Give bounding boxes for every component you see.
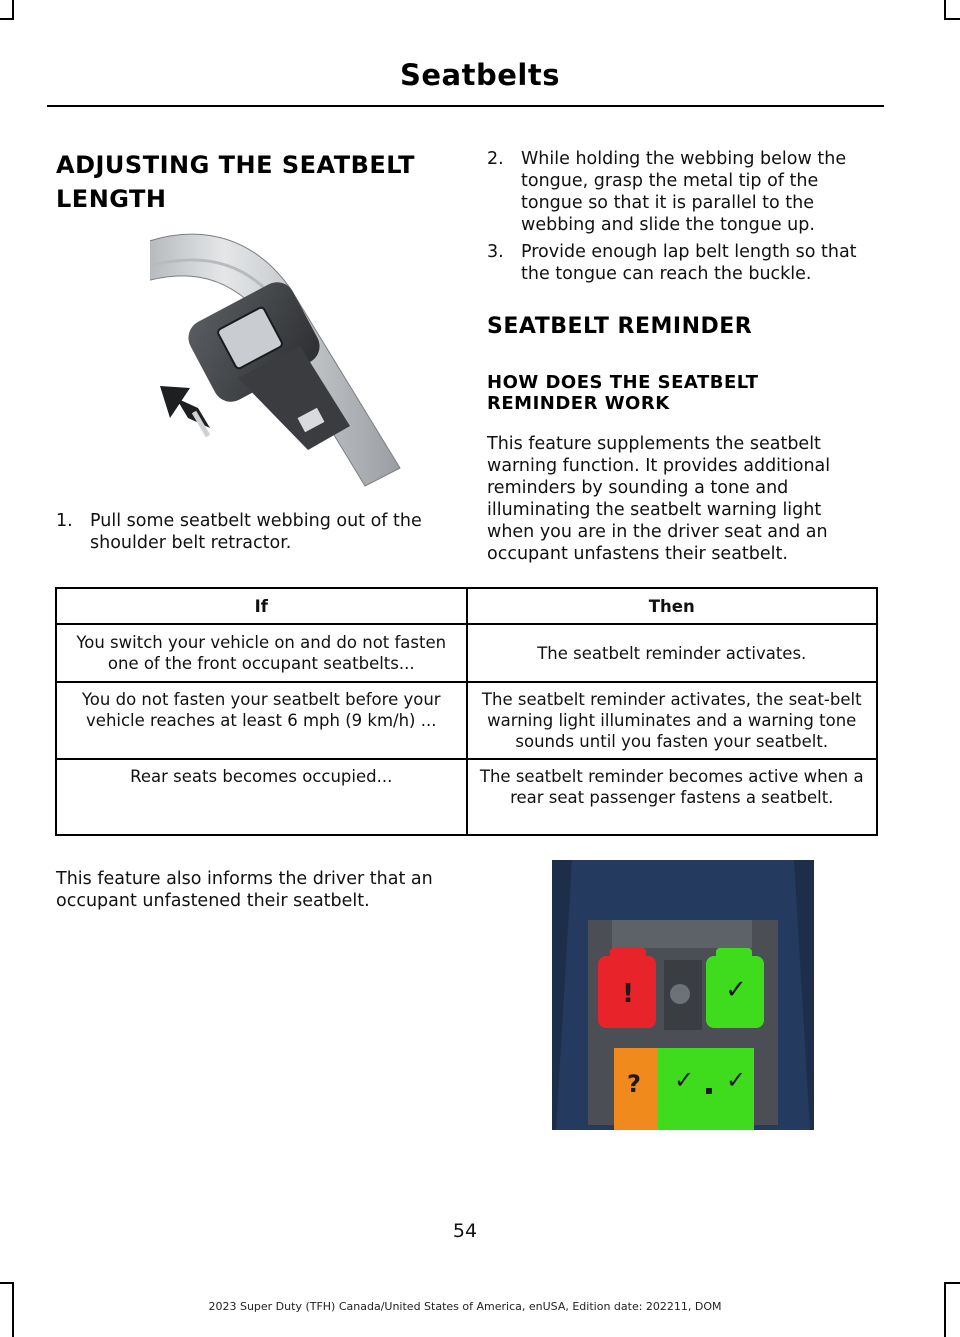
step-2 (487, 148, 882, 238)
crop-mark (944, 0, 946, 20)
status-symbol-unknown: ? (627, 1070, 641, 1098)
crop-mark (12, 0, 14, 20)
seatbelt-tongue-illustration (150, 228, 410, 498)
crop-mark (0, 18, 14, 20)
step-3 (487, 241, 882, 287)
status-symbol-fastened: ✓ (673, 1066, 695, 1094)
crop-mark (0, 1282, 14, 1284)
status-symbol-fastened: ✓ (725, 1066, 747, 1094)
table-cell: The seatbelt reminder activates. (467, 624, 878, 682)
section-heading-adjusting (56, 148, 415, 216)
step-text: Pull some seatbelt webbing out of the shoulder belt retractor. (90, 511, 422, 553)
column-header: If (56, 588, 467, 624)
section-heading-reminder: SEATBELT REMINDER (487, 314, 753, 339)
heading-line-2: LENGTH (56, 185, 167, 213)
step-number: 1. (56, 511, 73, 531)
column-header: Then (467, 588, 878, 624)
header-divider (47, 105, 884, 107)
table-row (56, 759, 877, 835)
subheading-how-it-works: HOW DOES THE SEATBELT REMINDER WORK (487, 372, 759, 414)
occupant-status-illustration (552, 860, 814, 1130)
crop-mark (944, 1282, 946, 1337)
table-row (56, 624, 877, 682)
status-symbol-fastened: ✓ (725, 975, 747, 1005)
table-cell: The seatbelt reminder activates, the seat-belt warning light illuminates and a warning tone sounds until you fasten your seatbelt. (467, 682, 878, 759)
reminder-outro: This feature also informs the driver that an occupant unfastened their seatbelt. (56, 869, 433, 911)
reminder-table (55, 587, 878, 836)
step-number: 3. (487, 242, 504, 262)
heading-line-1: ADJUSTING THE SEATBELT (56, 151, 415, 179)
crop-mark (944, 1282, 960, 1284)
step-number: 2. (487, 149, 504, 169)
table-cell: You do not fasten your seatbelt before your vehicle reaches at least 6 mph (9 km/h) ... (56, 682, 467, 759)
reminder-intro: This feature supplements the seatbelt warning function. It provides additional reminders by sounding a tone and illuminating the seatbelt warning light when you are in the driver seat and an occupant unfastens their seatbelt. (487, 434, 831, 564)
table-cell: You switch your vehicle on and do not fasten one of the front occupant seatbelts... (56, 624, 467, 682)
table-row (56, 682, 877, 759)
page-title: Seatbelts (400, 58, 560, 92)
page-number: 54 (452, 1220, 478, 1242)
step-1 (56, 510, 451, 558)
edition-info: 2023 Super Duty (TFH) Canada/United States of America, enUSA, Edition date: 202211, DOM (208, 1300, 722, 1313)
status-symbol-unfastened: ! (622, 979, 634, 1009)
step-text: Provide enough lap belt length so that the tongue can reach the buckle. (521, 242, 857, 284)
table-header-row (56, 588, 877, 624)
crop-mark (944, 18, 960, 20)
table-cell: Rear seats becomes occupied... (56, 759, 467, 835)
table-cell: The seatbelt reminder becomes active when a rear seat passenger fastens a seatbelt. (467, 759, 878, 835)
step-text: While holding the webbing below the tongue, grasp the metal tip of the tongue so that it is parallel to the webbing and slide the tongue up. (521, 149, 847, 235)
